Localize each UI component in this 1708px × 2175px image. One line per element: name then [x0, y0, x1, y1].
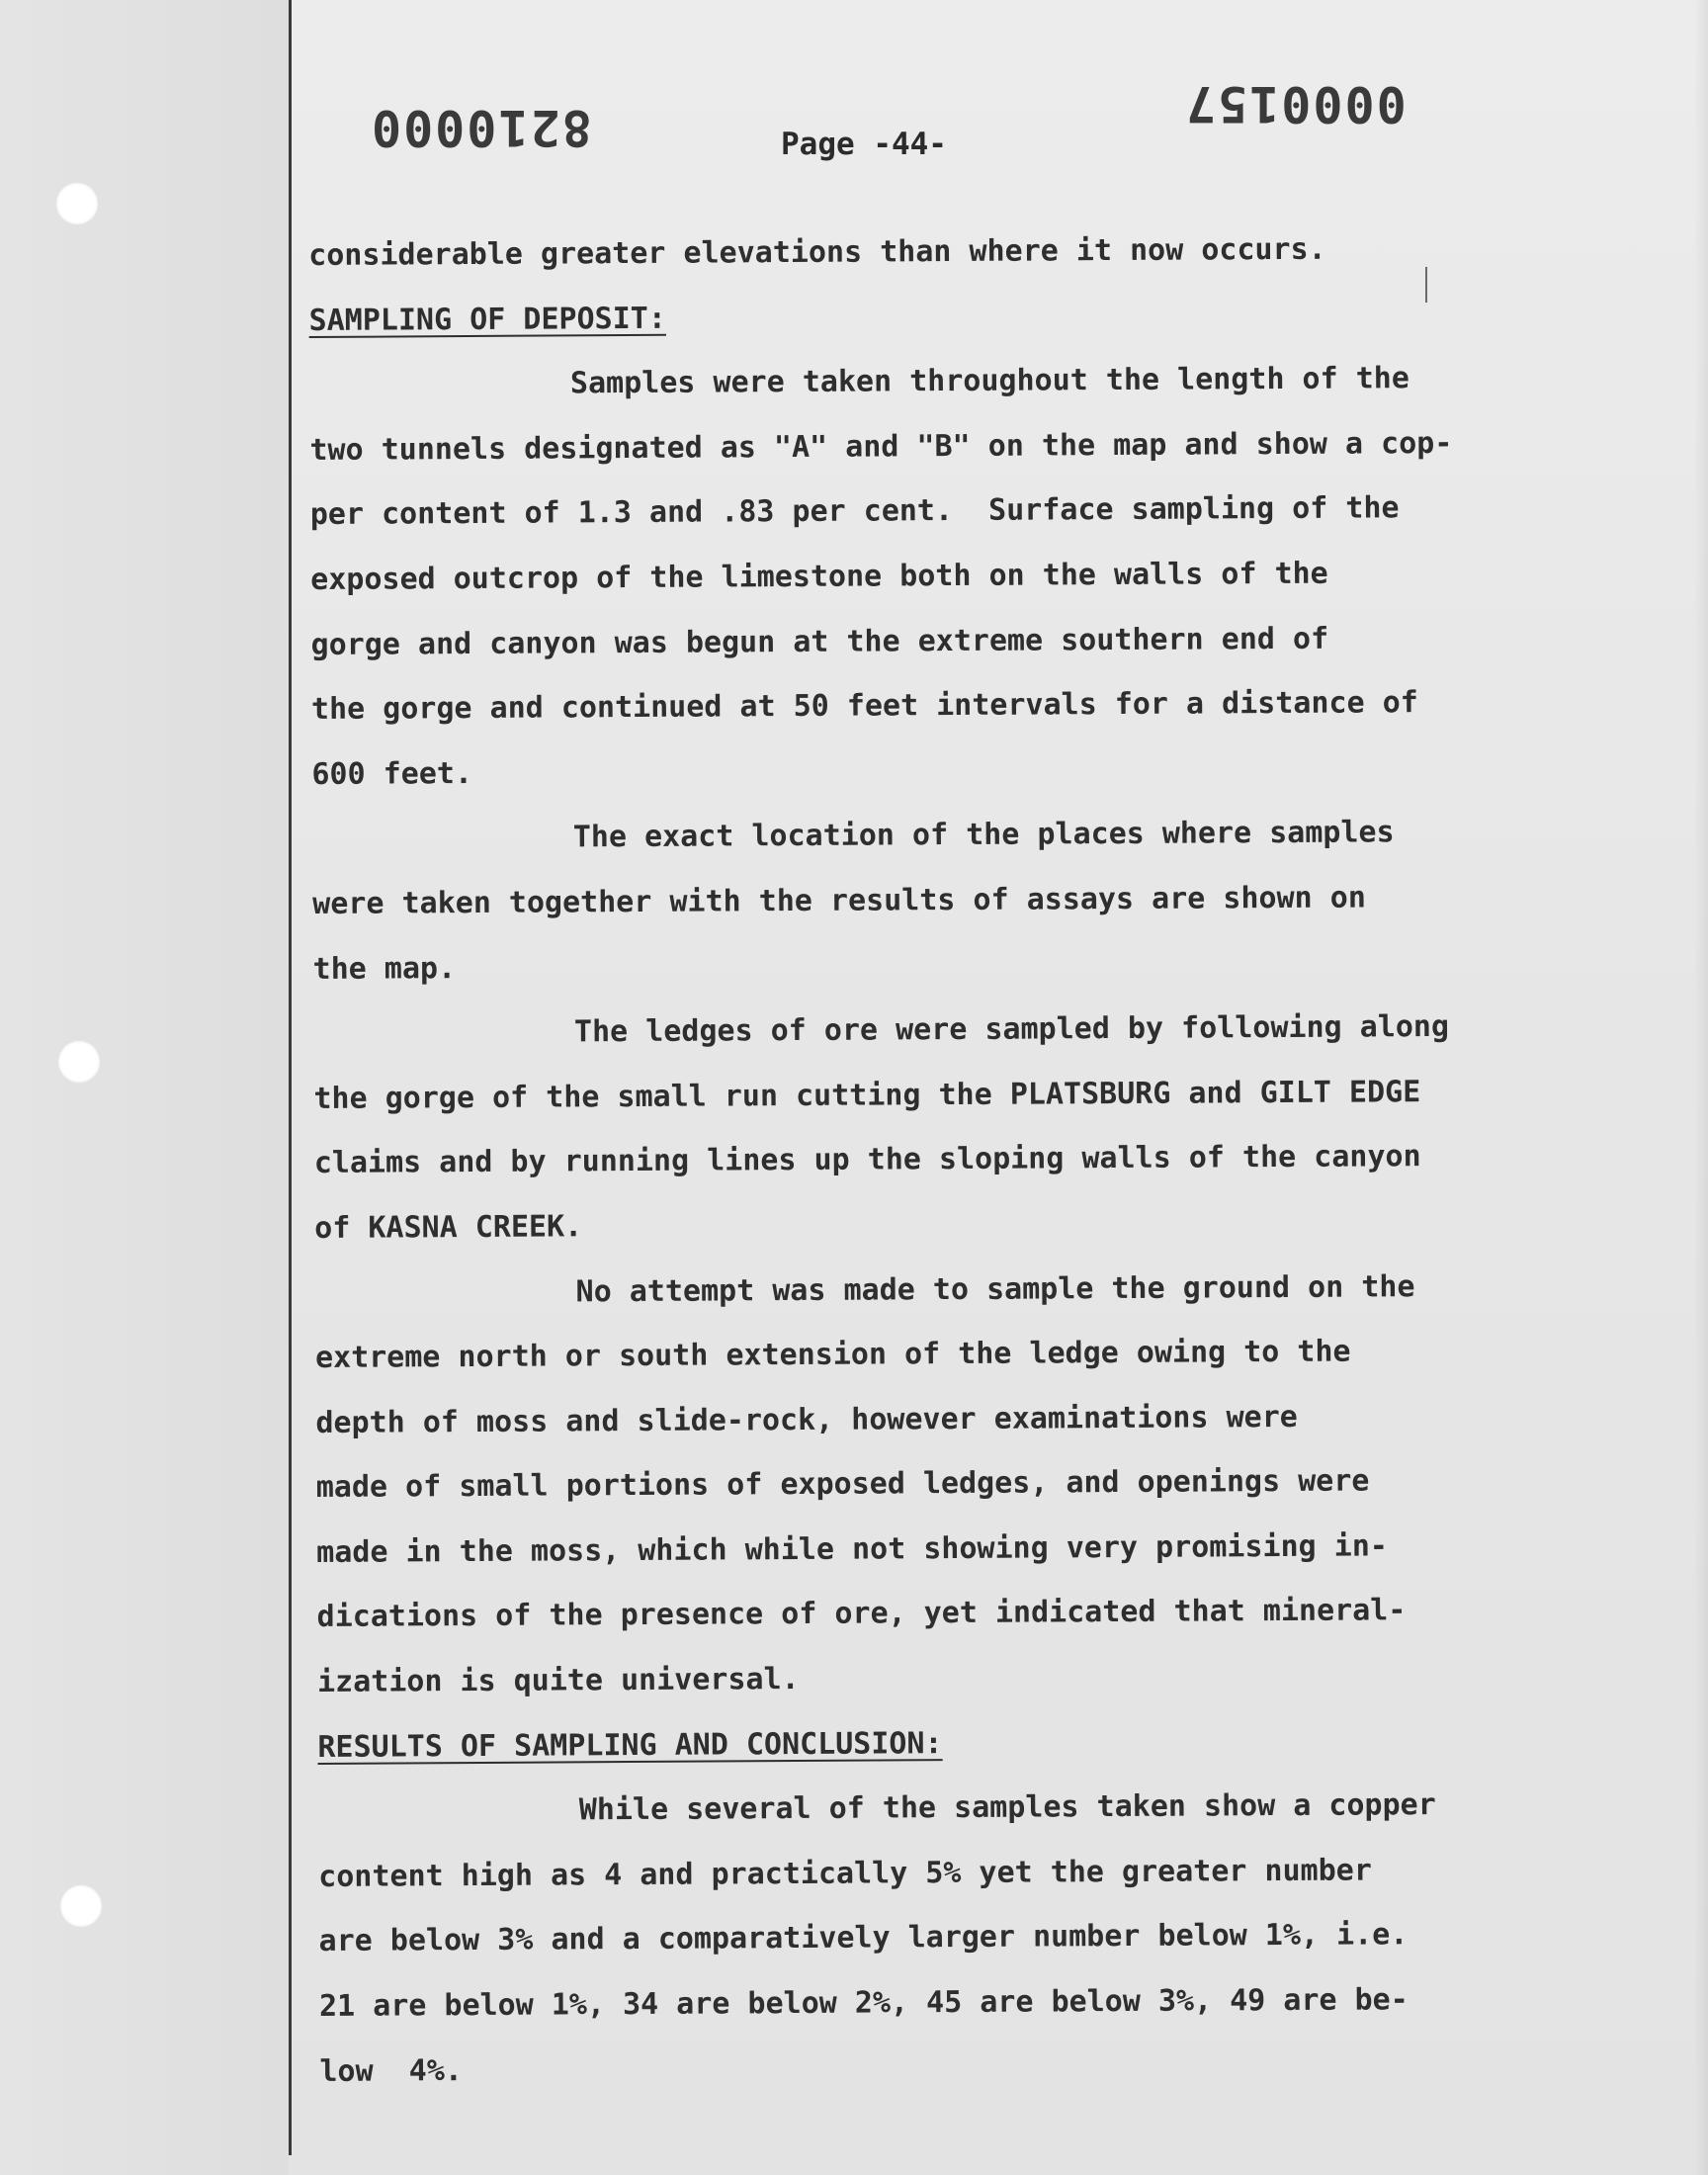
text-line: exposed outcrop of the limestone both on the walls of the [310, 556, 1328, 597]
text-line: of KASNA CREEK. [314, 1209, 583, 1246]
text-line: content high as 4 and practically 5% yet the greater number [318, 1853, 1372, 1894]
body-text [308, 216, 1605, 2104]
text-line: ization is quite universal. [316, 1662, 800, 1700]
text-line: are below 3% and a comparatively larger number below 1%, i.e. [318, 1917, 1409, 1959]
text-line: considerable greater elevations than where it now occurs. [308, 231, 1326, 273]
text-line: The exact location of the places where samples [572, 815, 1395, 855]
text-line: per content of 1.3 and .83 per cent. Surface sampling of the [309, 490, 1400, 533]
document-stamp-left: 8210000 [370, 99, 592, 156]
text-line: While several of the samples taken show a copper [578, 1787, 1436, 1828]
text-line: 600 feet. [311, 755, 473, 792]
text-line: two tunnels designated as "A" and "B" on the map and show a cop- [309, 425, 1453, 468]
text-line: No attempt was made to sample the ground on the [575, 1268, 1415, 1309]
text-line: depth of moss and slide-rock, however examinations were [315, 1399, 1298, 1440]
punch-hole-middle [57, 1040, 101, 1084]
text-line: were taken together with the results of assays are shown on [312, 880, 1366, 921]
text-line: dications of the presence of ore, yet indicated that mineral- [316, 1593, 1407, 1635]
punch-hole-top [55, 182, 99, 225]
text-line: low 4%. [319, 2052, 464, 2089]
text-line: Samples were taken throughout the length of the [569, 361, 1409, 401]
page-number: Page -44- [781, 127, 947, 162]
punch-hole-bottom [59, 1884, 103, 1928]
text-line: the gorge of the small run cutting the PLATSBURG and GILT EDGE [313, 1074, 1421, 1116]
text-line: made of small portions of exposed ledges, and openings were [315, 1463, 1370, 1506]
text-line: made in the moss, which while not showing very promising in- [316, 1528, 1389, 1570]
text-line: 21 are below 1%, 34 are below 2%, 45 are below 3%, 49 are be- [318, 1982, 1409, 2024]
text-line: gorge and canyon was begun at the extreme southern end of [310, 621, 1329, 662]
margin-rule [289, 0, 292, 2155]
text-line: claims and by running lines up the sloping walls of the canyon [313, 1139, 1421, 1181]
section-heading-sampling: SAMPLING OF DEPOSIT: [308, 301, 666, 338]
text-line: the map. [312, 950, 457, 987]
text-line: the gorge and continued at 50 feet intervals for a distance of [310, 685, 1418, 728]
page-edge-shadow [1694, 0, 1708, 2175]
text-line: The ledges of ore were sampled by following along [573, 1009, 1450, 1050]
document-stamp-right: 0000157 [1184, 75, 1407, 132]
text-line: extreme north or south extension of the ledge owing to the [314, 1334, 1351, 1376]
left-margin [0, 0, 289, 2175]
section-heading-results: RESULTS OF SAMPLING AND CONCLUSION: [317, 1725, 943, 1765]
